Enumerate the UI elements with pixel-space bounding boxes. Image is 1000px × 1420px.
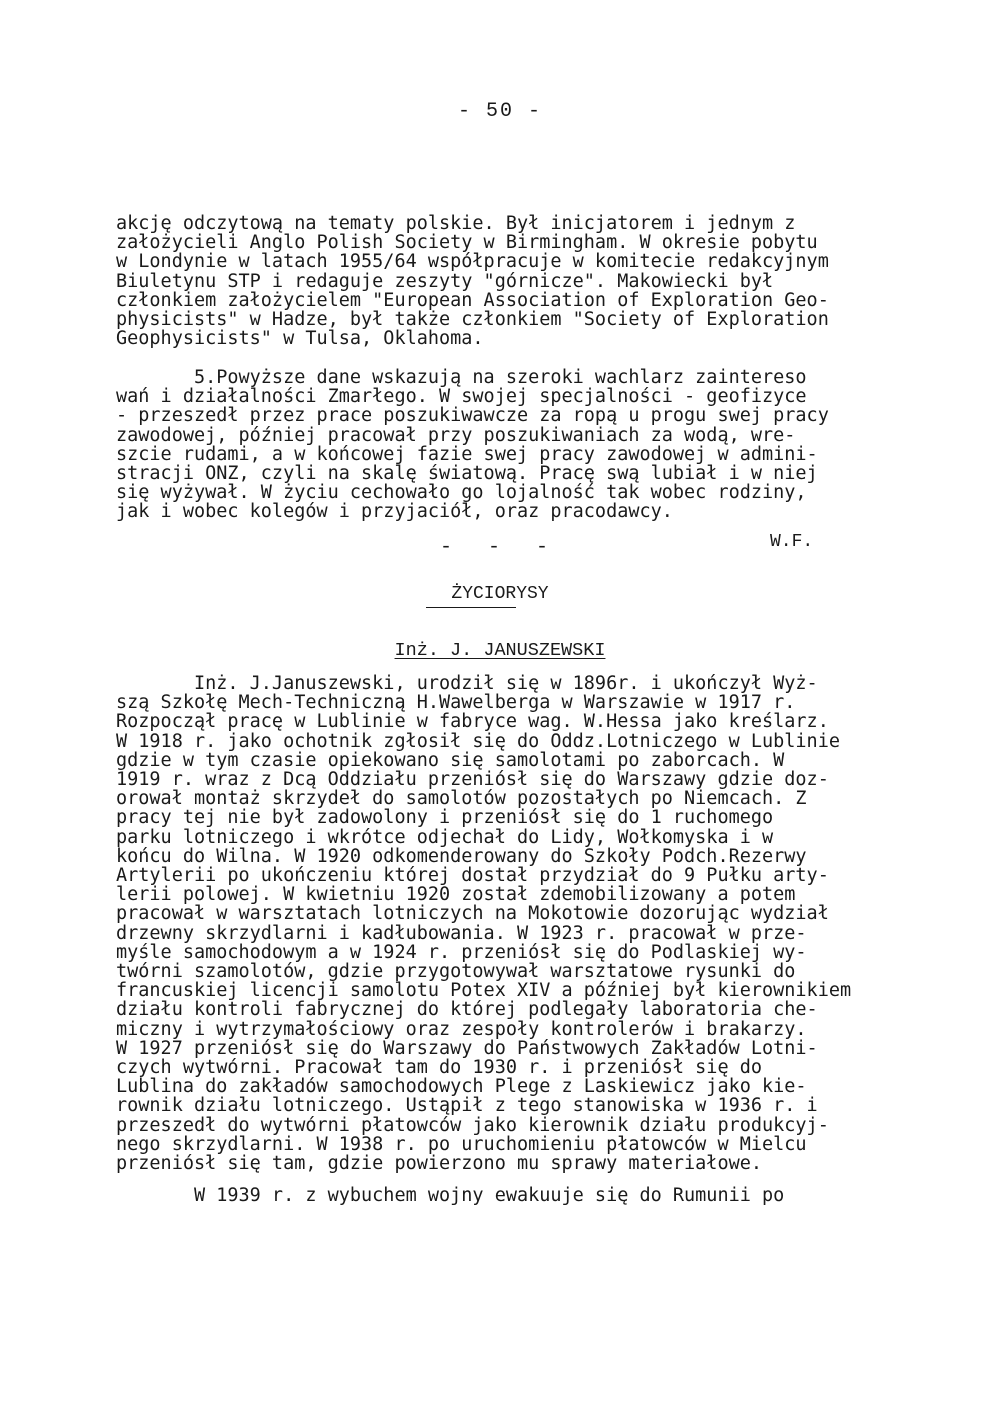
biography-heading-text: Inż. J. JANUSZEWSKI <box>394 640 606 661</box>
section-title-underline <box>426 607 516 608</box>
biography-heading <box>0 640 1000 661</box>
section-title: ŻYCIORYSY <box>451 584 549 604</box>
paragraph-biography: Inż. J.Januszewski, urodził się w 1896r. i ukończył Wyż- szą Szkołę Mech-Techniczną H.Wawelberga w Warszawie w 1917 r. Rozpoczął pracę w Lublinie w fabryce wag. W.Hessa jako kreślarz. W 1918 r. jako ochotnik zgłosił się do Oddz.Lotniczego w Lublinie gdzie w tym czasie opiekowano się samolotami po zaborcach. W 1919 r. wraz z Dcą Oddziału przeniósł się do Warszawy gdzie doz- orował montaż skrzydeł do samolotów pozostałych po Niemcach. Z pracy tej nie był zadowolony i przeniósł się do 1 ruchomego parku lotniczego i wkrótce odjechał do Lidy, Wołkomyska i w końcu do Wilna. W 1920 odkomenderowany do Szkoły Podch.Rezerwy Artylerii po ukończeniu której dostał przydział do 9 Pułku arty- lerii polowej. W kwietniu 1920 został zdemobilizowany a potem pracował w warsztatach lotniczych na Mokotowie dozorując wydział drzewny skrzydlarni i kadłubowania. W 1923 r. pracował w prze- myśle samochodowym a w 1924 r. przeniósł się do Podlaskiej wy- twórni szamolotów, gdzie przygotowywał warsztatowe rysunki do francuskiej licencji samolotu Potex XIV a później był kierownikiem działu kontroli fabrycznej do której podlegały laboratoria che- miczny i wytrzymałościowy oraz zespoły kontrolerów i brakarzy. W 1927 przeniósł się do Warszawy do Państwowych Zakładów Lotni- czych wytwórni. Pracował tam do 1930 r. i przeniósł się do Lublina do zakładów samochodowych Plege z Laskiewicz jako kie- rownik działu lotniczego. Ustąpił z tego stanowiska w 1936 r. i przeszedł do wytwórni płatowców jako kierownik działu produkcyj- nego skrzydlarni. W 1938 r. po uruchomieniu płatowców w Mielcu przeniósł się tam, gdzie powierzono mu sprawy materiałowe. <box>116 673 852 1175</box>
paragraph-continuation: akcję odczytową na tematy polskie. Był inicjatorem i jednym z założycieli Anglo Polish Society w Birmingham. W okresie pobytu w Londynie w latach 1955/64 współpracuje w komitecie redakcyjnym Biuletynu STP i redaguje zeszyty "górnicze". Makowiecki był członkiem założycielem "European Association of Exploration Geo- physicists" w Hadze, był także członkiem "Society of Exploration Geophysicists" w Tulsa, Oklahoma. <box>116 213 829 350</box>
author-signature: W.F. <box>770 532 814 552</box>
paragraph-biography-continued: W 1939 r. z wybuchem wojny ewakuuje się do Rumunii po <box>116 1185 785 1206</box>
page-number: - 50 - <box>457 100 542 123</box>
section-separator: - - - <box>439 536 560 559</box>
paragraph-summary: 5.Powyższe dane wskazują na szeroki wachlarz zainteresо wań i działalności Zmarłego. W swojej specjalności - geofizyce - przeszedł przez prace poszukiwawcze za ropą u progu swej pracy zawodowej, później pracował przy poszukiwaniach za wodą, wre- szcie rudami, a w końcowej fazie swej pracy zawodowej w admini- stracji ONZ, czyli na skalę światową. Pracę swą lubiał i w niej się wyżywał. W życiu cechowało go lojalność tak wobec rodziny, jak i wobec kolegów i przyjaciół, oraz pracodawcy. <box>116 367 829 523</box>
